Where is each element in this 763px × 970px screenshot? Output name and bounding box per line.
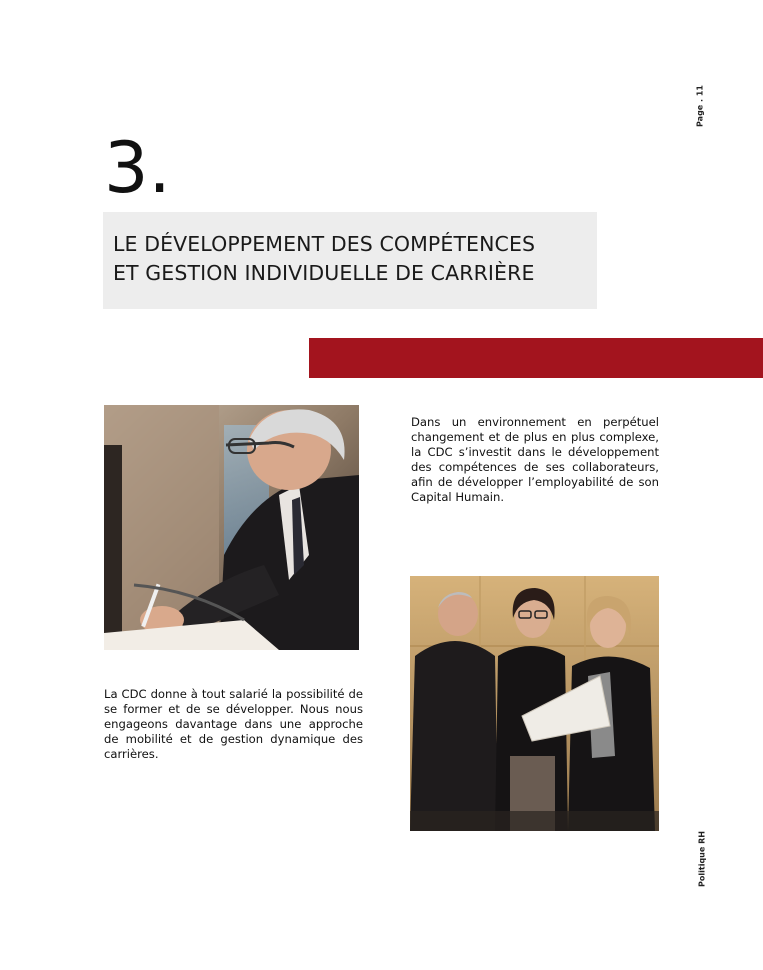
photo-man-signing <box>104 405 359 650</box>
accent-red-band <box>309 338 763 378</box>
side-section-label-text: Politique RH <box>697 831 707 887</box>
career-paragraph: La CDC donne à tout salarié la possibilité de se former et de se développer. Nous nous engageons davantage dans une approche de mobilité et de gestion dynamique des carrières. <box>104 687 363 761</box>
page-number <box>690 86 710 126</box>
photo-certificate-ceremony <box>410 576 659 831</box>
section-number: 3. <box>104 127 171 209</box>
side-section-label <box>692 830 712 888</box>
page-number-text: Page . 11 <box>695 85 705 127</box>
section-title-line-2: ET GESTION INDIVIDUELLE DE CARRIÈRE <box>113 261 535 285</box>
intro-paragraph: Dans un environnement en perpétuel changement et de plus en plus complexe, la CDC s’investit dans le développement des compétences de ses collaborateurs, afin de développer l’employabilité de son Capital Humain. <box>411 415 659 504</box>
section-title-box <box>103 212 597 309</box>
section-title-line-1: LE DÉVELOPPEMENT DES COMPÉTENCES <box>113 232 536 256</box>
